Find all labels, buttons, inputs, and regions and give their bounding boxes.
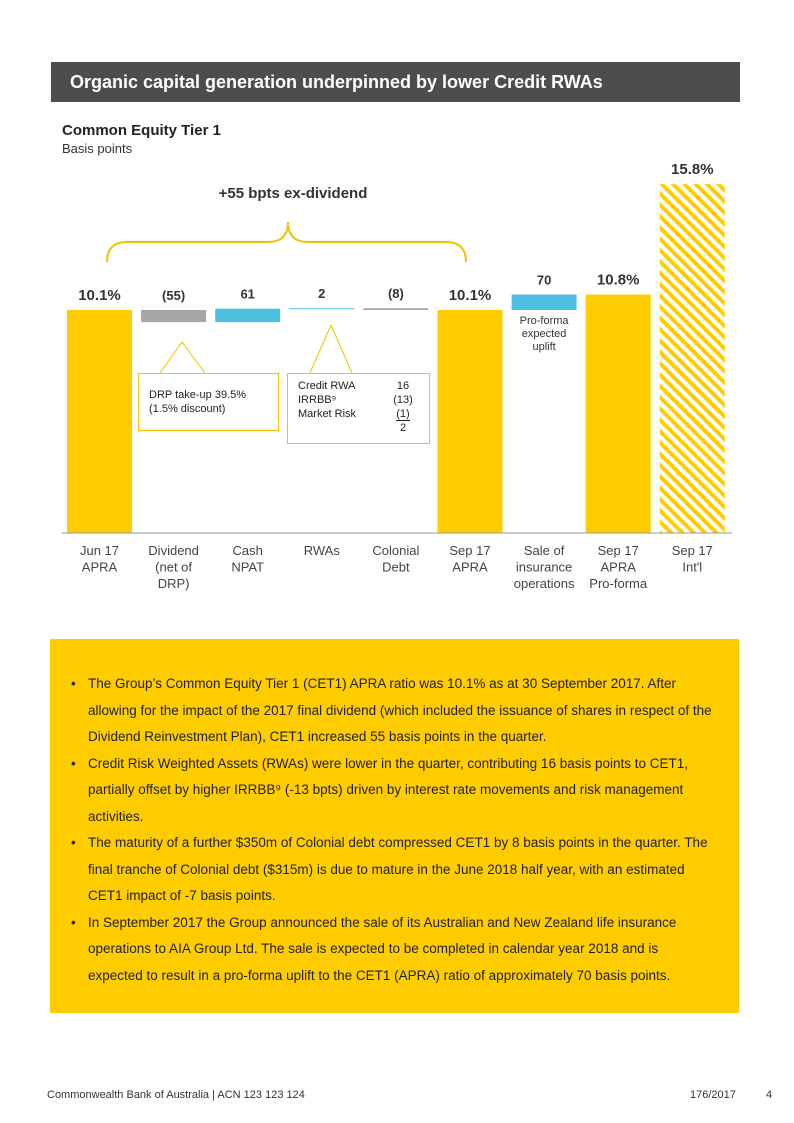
x-tick-label: Int'l [682, 559, 703, 575]
x-tick-label: APRA [452, 559, 488, 575]
rwa-row-value: (13) [393, 394, 413, 406]
rwa-row-value: 16 [396, 380, 410, 392]
bar-value-label: 10.1% [448, 287, 492, 304]
waterfall-bar [512, 295, 577, 310]
chart-subtitle: Basis points [62, 141, 133, 156]
x-tick-label: insurance [515, 559, 573, 575]
x-tick-label: Sep 17 [449, 543, 491, 558]
drp-callout [138, 373, 279, 431]
waterfall-bar [586, 295, 651, 533]
bracket-label: +55 bpts ex-dividend [218, 185, 368, 202]
bar-value-label: (55) [162, 288, 186, 303]
x-tick-label: Sep 17 [597, 543, 639, 558]
rwa-row-label: IRRBB⁹ [298, 394, 337, 406]
waterfall-bar [141, 310, 206, 322]
bar-note-label: Pro-forma [519, 315, 569, 327]
commentary-bullet: • The Group’s Common Equity Tier 1 (CET1) APRA ratio was 10.1% as at 30 September 2017. After allowing for the impact of the 2017 final dividend (which included the issuance of shares in respect of the Dividend Reinvestment Plan), CET1 increased 55 basis points in the quarter. [69, 671, 715, 751]
waterfall-bar [67, 310, 132, 533]
x-tick-label: DRP) [157, 576, 190, 591]
waterfall-bar [215, 309, 280, 322]
rwa-row-market-risk [298, 407, 420, 421]
x-tick-label: APRA [600, 559, 636, 575]
x-tick-label: Dividend [148, 543, 199, 558]
commentary-box [50, 639, 739, 1013]
waterfall-bar [660, 184, 725, 533]
x-tick-label: Jun 17 [79, 543, 120, 558]
waterfall-bar [363, 308, 428, 310]
bar-value-label: 2 [318, 286, 326, 302]
x-tick-label: Colonial [372, 543, 420, 558]
bar-value-label: 10.1% [78, 287, 121, 304]
page-title: Organic capital generation underpinned by lower Credit RWAs [51, 62, 740, 102]
rwa-row-irrbb [298, 393, 420, 407]
footer-page-number: 4 [766, 1089, 773, 1101]
commentary-bullet: • Credit Risk Weighted Assets (RWAs) were lower in the quarter, contributing 16 basis points to CET1, partially offset by higher IRRBB⁹ (-13 bpts) driven by interest rate movements and risk management activities. [69, 751, 715, 831]
x-tick-label: operations [513, 576, 575, 591]
bracket-brace [107, 222, 466, 262]
rwa-callout-pointer [310, 325, 352, 373]
bar-value-label: 15.8% [671, 161, 714, 179]
bar-value-label: (8) [387, 286, 404, 302]
x-tick-label: Sep 17 [671, 543, 713, 558]
commentary-list [69, 671, 715, 989]
bar-value-label: 70 [536, 272, 552, 288]
rwa-row-value: (1) [396, 408, 410, 420]
bar-value-label: 61 [240, 286, 255, 302]
x-tick-label: RWAs [303, 543, 340, 558]
rwa-row-label: Credit RWA [298, 380, 356, 392]
footer-company: Commonwealth Bank of Australia | ACN 123 123 124 [47, 1089, 305, 1101]
x-tick-label: NPAT [231, 559, 265, 575]
commentary-bullet: • The maturity of a further $350m of Colonial debt compressed CET1 by 8 basis points in the quarter. The final tranche of Colonial debt ($315m) is due to mature in the June 2018 half year, with an estimated CET1 impact of -7 basis points. [69, 830, 715, 910]
rwa-callout [287, 373, 430, 444]
rwa-row-total [298, 421, 420, 435]
commentary-bullet: • In September 2017 the Group announced the sale of its Australian and New Zealand life insurance operations to AIA Group Ltd. The sale is expected to be completed in calendar year 2018 and is expected to result in a pro-forma uplift to the CET1 (APRA) ratio of approximately 70 basis points. [69, 910, 715, 990]
drp-callout-line2: (1.5% discount) [149, 403, 226, 415]
waterfall-bar [438, 310, 503, 533]
bar-note-label: expected [521, 328, 567, 340]
drp-callout-pointer [160, 342, 205, 373]
x-tick-label: Pro-forma [589, 576, 648, 591]
waterfall-bar [289, 308, 354, 309]
bar-value-label: 10.8% [596, 271, 640, 289]
rwa-total-spacer [298, 421, 386, 435]
rwa-row-label: Market Risk [298, 408, 357, 420]
bar-note-label: uplift [532, 341, 556, 353]
rwa-row-credit [298, 379, 420, 393]
x-tick-label: (net of [155, 559, 193, 575]
chart-title: Common Equity Tier 1 [62, 122, 221, 139]
drp-callout-line1: DRP take-up 39.5% [149, 389, 247, 401]
x-tick-label: Sale of [523, 543, 565, 558]
rwa-row-value-wrap [386, 407, 420, 421]
x-tick-label: Cash [232, 543, 263, 558]
x-tick-label: APRA [81, 559, 118, 575]
x-tick-label: Debt [382, 559, 410, 575]
rwa-total-value: 2 [399, 422, 407, 434]
footer-date: 176/2017 [690, 1089, 736, 1101]
